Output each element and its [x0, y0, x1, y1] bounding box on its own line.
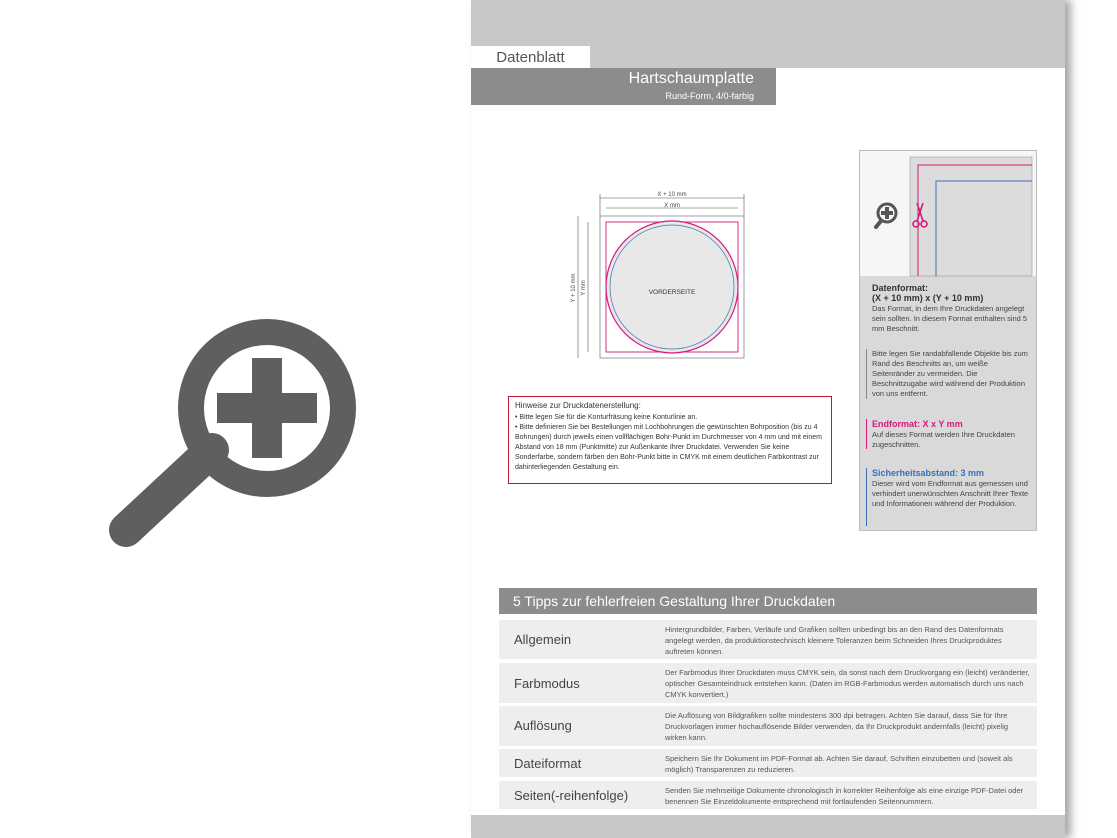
safety-title: Sicherheitsabstand: 3 mm: [872, 468, 985, 478]
tip-label: Auflösung: [514, 718, 572, 733]
safety-marker: [866, 468, 867, 526]
format-diagram: [571, 188, 756, 368]
tip-text: Der Farbmodus Ihrer Druckdaten muss CMYK sein, da sonst nach dem Druckvorgang ein (leicht) veränderter, optischer Gesamteindruck entstehen kann. (Daten im RGB-Farbmodus werden automatisch durch uns nach CMYK konvertiert.): [665, 668, 1030, 699]
product-subtitle: Rund-Form, 4/0-farbig: [665, 91, 754, 101]
width-inner-label: X mm: [664, 203, 680, 209]
height-inner-label: Y mm: [581, 280, 587, 296]
tip-text: Senden Sie mehrseitige Dokumente chronologisch in korrekter Reihenfolge als eine einzige PDF-Datei oder benennen Sie Einzeldokumente entsprechend mit fortlaufenden Seitennummern.: [665, 786, 1024, 806]
bleed-illustration: [860, 151, 1036, 276]
tip-row: [499, 663, 1037, 705]
endformat-title: Endformat: X x Y mm: [872, 419, 963, 429]
bleed-text: Bitte legen Sie randabfallende Objekte bis zum Rand des Beschnitts an, um weiße Seitenränder zu vermeiden. Die Beschnittzugabe wird während der Produktion von uns entfernt.: [872, 349, 1028, 398]
zoom-in-icon[interactable]: [104, 318, 356, 550]
bleed-marker: [866, 349, 867, 399]
hints-heading: Hinweise zur Druckdatenerstellung:: [515, 401, 641, 410]
tip-label: Dateiformat: [514, 756, 582, 771]
data-format-text: Das Format, in dem Ihre Druckdaten angelegt sein sollten. In diesem Format enthalten sind 5 mm Beschnitt.: [872, 304, 1028, 333]
product-title: Hartschaumplatte: [628, 70, 754, 87]
width-outer-label: X + 10 mm: [657, 192, 687, 198]
footer-band: [471, 815, 1065, 838]
endformat-marker: [866, 419, 867, 449]
hint-item: • Bitte definieren Sie bei Bestellungen mit Lochbohrungen die gewünschten Bohrposition (bis zu 4 Bohrungen) durch jeweils einen vollflächigen Bohr-Punkt im Durchmesser von 4 mm und mit einem Abstand von 18 mm (Punktmitte) zur Außenkante Ihrer Druckdatei. Verwenden Sie keine Sonderfarbe, sondern färben den Bohr-Punkt bitte in CMYK mit einem deutlichen Farbkontrast zur dahinterliegenden Gestaltung ein.: [515, 424, 822, 471]
data-format-title: Datenformat:: [872, 283, 929, 293]
tip-label: Farbmodus: [514, 676, 580, 691]
tips-heading: 5 Tipps zur fehlerfreien Gestaltung Ihrer Druckdaten: [499, 588, 1037, 614]
datasheet-page: [471, 0, 1065, 838]
tip-row: [499, 749, 1037, 779]
info-panel: [859, 150, 1037, 531]
safety-block: [872, 468, 1032, 509]
data-format-formula: (X + 10 mm) x (Y + 10 mm): [872, 293, 984, 303]
tip-row: [499, 620, 1037, 661]
height-outer-label: Y + 10 mm: [571, 273, 577, 303]
bleed-block: [872, 349, 1032, 399]
tip-label: Seiten(-reihenfolge): [514, 788, 629, 803]
print-hints-box: [508, 396, 832, 484]
hint-item: • Bitte legen Sie für die Konturfräsung keine Konturlinie an.: [515, 414, 698, 421]
tip-label: Allgemein: [514, 632, 572, 647]
tip-row: [499, 706, 1037, 748]
endformat-block: [872, 419, 1032, 450]
tip-text: Hintergrundbilder, Farben, Verläufe und Grafiken sollten unbedingt bis an den Rand des Datenformats angelegt werden, da produktionstechnisch kleinere Toleranzen beim Schneiden Ihres Druckproduktes auftreten können.: [665, 625, 1004, 656]
endformat-text: Auf dieses Format werden Ihre Druckdaten zugeschnitten.: [872, 430, 1015, 449]
data-format-block: [872, 283, 1032, 334]
tip-text: Die Auflösung von Bildgrafiken sollte mindestens 300 dpi betragen. Achten Sie darauf, dass Sie für Ihre Druckvorlagen immer hochauflösende Bilder verwenden, da Ihr Druckprodukt andernfalls (leicht) pixelig wirken kann.: [665, 711, 1009, 742]
face-label: VORDERSEITE: [648, 289, 696, 296]
safety-text: Dieser wird vom Endformat aus gemessen und verhindert unerwünschten Anschnitt Ihrer Texte und Informationen während der Produktion.: [872, 479, 1029, 508]
datasheet-tab: Datenblatt: [471, 46, 590, 68]
tip-text: Speichern Sie Ihr Dokument im PDF-Format ab. Achten Sie darauf, Schriften einzubetten und (soweit als möglich) Transparenzen zu reduzieren.: [665, 754, 1013, 774]
tip-row: [499, 781, 1037, 811]
product-title-bar: [471, 68, 776, 105]
